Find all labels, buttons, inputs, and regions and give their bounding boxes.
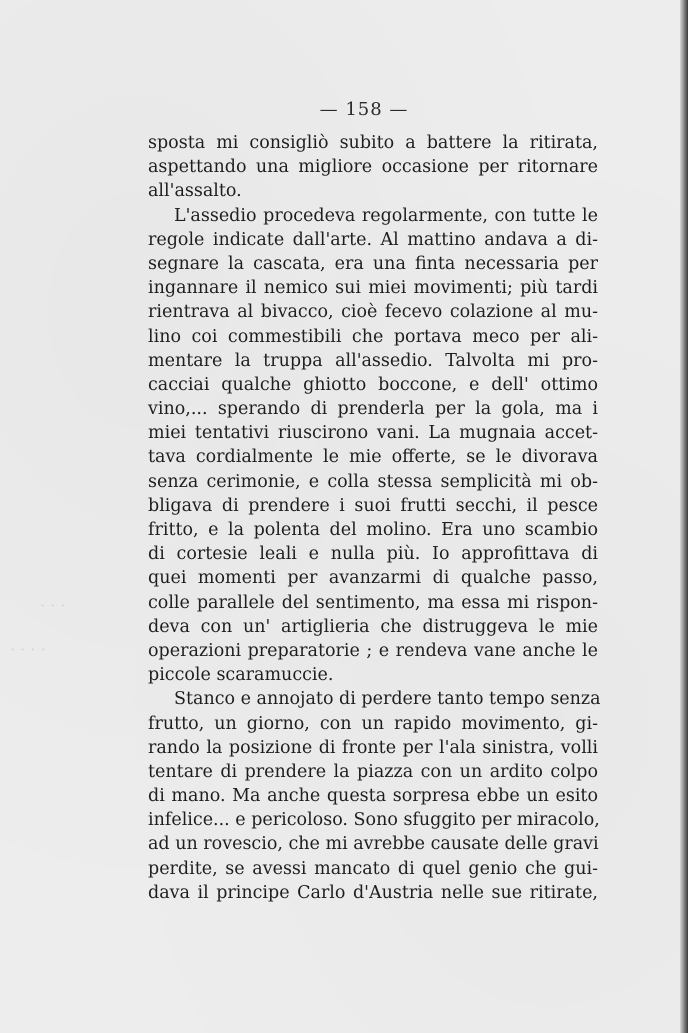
text-line: di cortesie leali e nulla più. Io approfittava di <box>148 544 598 565</box>
text-line: ad un rovescio, che mi avrebbe causate delle gravi <box>148 834 599 855</box>
text-line: frutto, un giorno, con un rapido movimento, gi- <box>148 713 598 734</box>
show-through-mark: · · · · <box>10 640 46 659</box>
show-through-mark: · · · <box>40 596 66 615</box>
text-line: miei tentativi riuscirono vani. La mugnaia accet- <box>148 423 598 444</box>
text-line: piccole scaramuccie. <box>148 665 334 686</box>
text-line: lino coi commestibili che portava meco per ali- <box>148 326 598 347</box>
text-line: deva con un' artiglieria che distruggeva le mie <box>148 616 598 637</box>
text-line: segnare la cascata, era una finta necessaria per <box>148 253 598 274</box>
text-line: senza cerimonie, e colla stessa semplicità mi ob- <box>148 471 598 492</box>
text-line: cacciai qualche ghiotto boccone, e dell' ottimo <box>148 374 598 395</box>
text-line: aspettando una migliore occasione per ritornare <box>148 157 598 178</box>
text-line: dava il principe Carlo d'Austria nelle sue ritirate, <box>148 882 598 903</box>
text-line: operazioni preparatorie ; e rendeva vane anche le <box>148 640 598 661</box>
text-line: rando la posizione di fronte per l'ala sinistra, volli <box>148 737 598 758</box>
text-line: L'assedio procedeva regolarmente, con tutte le <box>174 205 598 226</box>
text-line: fritto, e la polenta del molino. Era uno scambio <box>148 520 598 540</box>
body-text <box>148 131 601 905</box>
text-line: tentare di prendere la piazza con un ardito colpo <box>148 761 598 782</box>
text-line: sposta mi consigliò subito a battere la ritirata, <box>148 133 598 153</box>
text-line: quei momenti per avanzarmi di qualche passo, <box>148 568 598 589</box>
text-line: vino,... sperando di prenderla per la gola, ma i <box>148 399 598 420</box>
text-line: colle parallele del sentimento, ma essa mi rispon- <box>148 592 598 613</box>
text-line: all'assalto. <box>148 181 242 202</box>
text-line: infelice... e pericoloso. Sono sfuggito per miracolo, <box>148 810 600 831</box>
text-line: perdite, se avessi mancato di quel genio che gui- <box>148 858 598 879</box>
text-line: bligava di prendere i suoi frutti secchi, il pesce <box>148 495 598 516</box>
text-line: regole indicate dall'arte. Al mattino andava a di- <box>148 229 598 250</box>
text-line: di mano. Ma anche questa sorpresa ebbe un esito <box>148 786 598 807</box>
text-line: tava cordialmente le mie offerte, se le divorava <box>148 447 598 468</box>
page-number: — 158 — <box>319 99 409 120</box>
text-line: ingannare il nemico sui miei movimenti; più tardi <box>148 278 598 299</box>
text-line: rientrava al bivacco, cioè fecevo colazione al mu- <box>148 302 598 323</box>
text-line: mentare la truppa all'assedio. Talvolta mi pro- <box>148 350 598 371</box>
page-edge-shadow <box>680 0 688 1033</box>
text-line: Stanco e annojato di perdere tanto tempo senza <box>174 689 601 710</box>
